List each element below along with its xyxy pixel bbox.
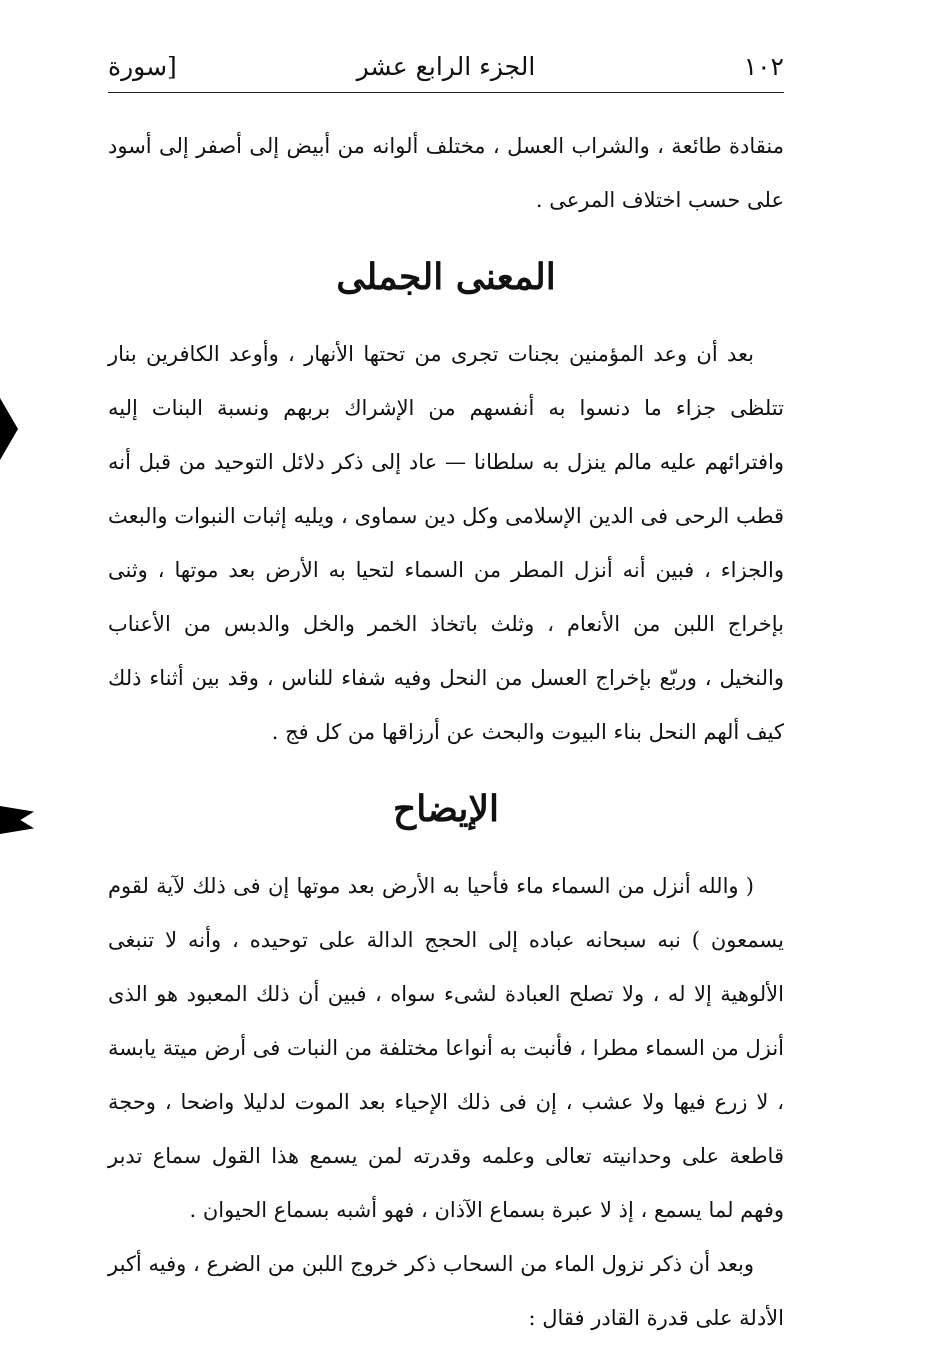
sura-label: [سورة — [108, 52, 177, 81]
page-number: ١٠٢ — [743, 52, 784, 81]
running-title: الجزء الرابع عشر — [356, 52, 536, 81]
book-page — [108, 40, 785, 1330]
intro-paragraph: منقادة طائعة ، والشراب العسل ، مختلف ألوانه من أبيض إلى أصفر إلى أسود على حسب اختلاف المرعى . — [108, 134, 785, 212]
explanation-paragraph: ( والله أنزل من السماء ماء فأحيا به الأرض بعد موتها إن فى ذلك لآية لقوم يسمعون ) نبه سبحانه عباده إلى الحجج الدالة على توحيده ، وأنه لا تنبغى الألوهية إلا له ، ولا تصلح العبادة لشىء سواه ، فبين أن ذلك المعبود هو الذى أنزل من السماء مطرا ، فأنبت به أنواعا مختلفة من النبات فى أرض ميتة يابسة ، لا زرع فيها ولا عشب ، إن فى ذلك الإحياء بعد الموت لدليلا واضحا ، وحجة قاطعة على وحدانيته تعالى وعلمه وقدرته لمن يسمع هذا القول سماع تدبر وفهم لما يسمع ، إذ لا عبرة بسماع الآذان ، فهو أشبه بسماع الحيوان . — [108, 874, 784, 1222]
margin-mark — [0, 398, 18, 460]
section-heading-summary: المعنى الجملى — [336, 256, 556, 298]
running-header — [108, 40, 784, 93]
summary-paragraph: بعد أن وعد المؤمنين بجنات تجرى من تحتها الأنهار ، وأوعد الكافرين بنار تتلظى جزاء ما دنسوا به أنفسهم من الإشراك بربهم ونسبة البنات إليه وافترائهم عليه مالم ينزل به سلطانا — عاد إلى ذكر دلائل التوحيد من قبل أنه قطب الرحى فى الدين الإسلامى وكل دين سماوى ، ويليه إثبات النبوات والبعث والجزاء ، فبين أنه أنزل المطر من السماء لتحيا به الأرض بعد موتها ، وثنى بإخراج اللبن من الأنعام ، وثلث باتخاذ الخمر والخل والدبس من الأعناب والنخيل ، وربّع بإخراج العسل من النحل وفيه شفاء للناس ، وقد بين أثناء ذلك كيف ألهم النحل بناء البيوت والبحث عن أرزاقها من كل فج . — [108, 342, 784, 744]
margin-mark — [0, 806, 34, 834]
section-heading-explanation: الإيضاح — [393, 788, 499, 830]
closing-paragraph: وبعد أن ذكر نزول الماء من السحاب ذكر خروج اللبن من الضرع ، وفيه أكبر الأدلة على قدرة القادر فقال : — [108, 1252, 784, 1330]
